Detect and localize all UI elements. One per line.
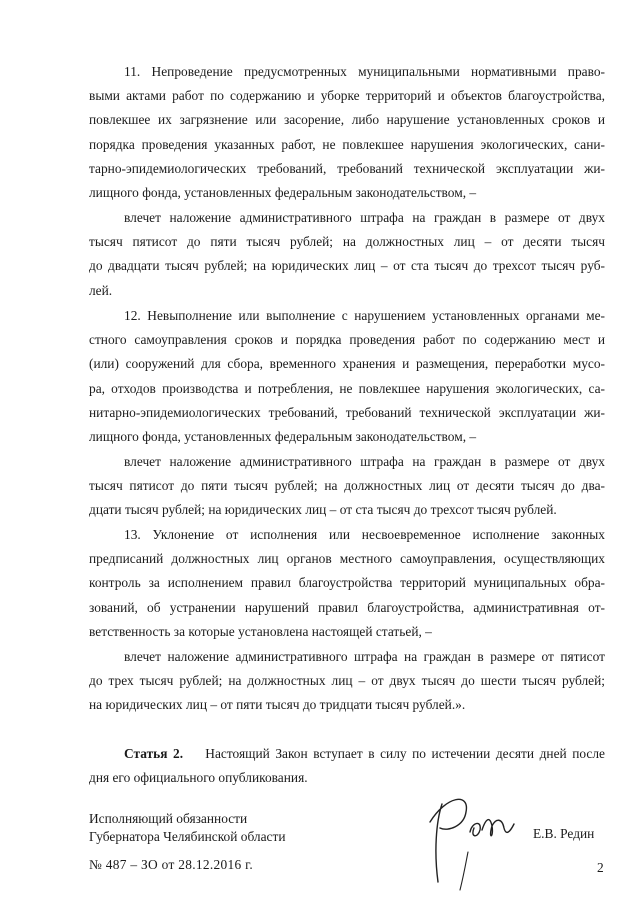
text-line: нитарно-эпидемиологических требований, требований технической эксплуатации жи- — [89, 405, 605, 420]
text-line: (или) сооружений для сбора, временного хранения и размещения, переработки мусо- — [89, 356, 605, 371]
text-line: стного самоуправления сроков и порядка проведения работ по содержанию мест и — [89, 332, 605, 347]
text-line: влечет наложение административного штрафа на граждан в размере от пятисот — [124, 649, 605, 664]
text-line: 13. Уклонение от исполнения или несвоевременное исполнение законных — [124, 527, 605, 542]
text-line: 11. Непроведение предусмотренных муниципальными нормативными право- — [124, 64, 605, 79]
signatory-name: Е.В. Редин — [533, 826, 595, 841]
article-2-line — [124, 746, 605, 762]
text-line: ра, отходов производства и потребления, не повлекшее нарушения экологических, са- — [89, 381, 605, 396]
signatory-title-line: Исполняющий обязанности — [89, 811, 248, 826]
text-line: лищного фонда, установленных федеральным законодательством, – — [89, 185, 477, 200]
text-line: до двадцати тысяч рублей; на юридических лиц – от ста тысяч до трехсот тысяч руб- — [89, 258, 605, 273]
text-line: лей. — [89, 283, 113, 298]
text-line: дцати тысяч рублей; на юридических лиц – от ста тысяч до трехсот тысяч рублей. — [89, 502, 557, 517]
text-line: 12. Невыполнение или выполнение с нарушением установленных органами ме- — [124, 308, 605, 323]
text-line: лищного фонда, установленных федеральным законодательством, – — [89, 429, 477, 444]
text-line: влечет наложение административного штрафа на граждан в размере от двух — [124, 454, 605, 469]
text-line: выми актами работ по содержанию и уборке территорий и объектов благоустройства, — [89, 88, 605, 103]
handwritten-signature — [420, 782, 530, 892]
page-number: 2 — [597, 860, 604, 875]
signatory-title-line: Губернатора Челябинской области — [89, 829, 286, 844]
text-line: зований, об устранении нарушений правил благоустройства, административная от- — [89, 600, 605, 615]
article-text: Настоящий Закон вступает в силу по истечении десяти дней после — [205, 746, 606, 761]
text-line: дня его официального опубликования. — [89, 770, 308, 785]
text-line: контроль за исполнением правил благоустройства территорий муниципальных обра- — [89, 575, 605, 590]
text-line: влечет наложение административного штрафа на граждан в размере от двух — [124, 210, 605, 225]
text-line: тысяч пятисот до пяти тысяч рублей; на должностных лиц – от десяти тысяч — [89, 234, 605, 249]
text-line: тысяч пятисот до пяти тысяч рублей; на должностных лиц от десяти тысяч до два- — [89, 478, 605, 493]
text-line: порядка проведения указанных работ, не повлекшее нарушения экологических, сани- — [89, 137, 605, 152]
article-label: Статья 2. — [124, 746, 184, 761]
text-line: предписаний должностных лиц органов местного самоуправления, осуществляющих — [89, 551, 605, 566]
text-line: повлекшее их загрязнение или засорение, либо нарушение установленных сроков и — [89, 112, 605, 127]
text-line: тарно-эпидемиологических требований, требований технической эксплуатации жи- — [89, 161, 605, 176]
text-line: до трех тысяч рублей; на должностных лиц – от двух тысяч до шести тысяч рублей; — [89, 673, 605, 688]
text-line: ветственность за которые установлена настоящей статьей, – — [89, 624, 432, 639]
text-line: на юридических лиц – от пяти тысяч до тридцати тысяч рублей.». — [89, 697, 466, 712]
law-number: № 487 – ЗО от 28.12.2016 г. — [89, 857, 254, 872]
